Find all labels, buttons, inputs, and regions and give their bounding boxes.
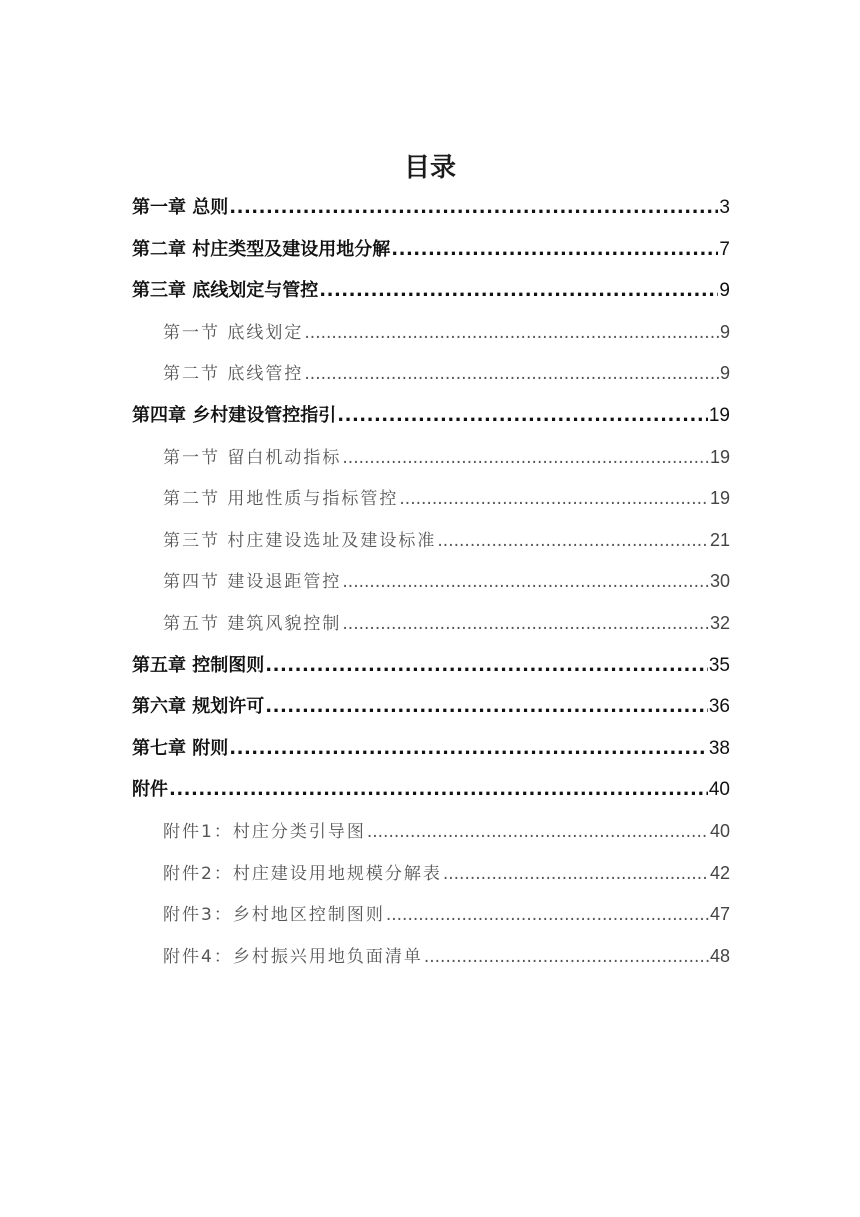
- toc-entry-appendix-item[interactable]: [132, 811, 730, 853]
- dot-leader: [229, 728, 708, 770]
- toc-entry-section[interactable]: [132, 437, 730, 479]
- dot-leader: [337, 395, 708, 437]
- toc-entry-section[interactable]: [132, 353, 730, 395]
- table-of-contents: [132, 187, 730, 977]
- toc-entry-appendix[interactable]: [132, 769, 730, 811]
- toc-entry-chapter-7[interactable]: [132, 728, 730, 770]
- dot-leader: [304, 354, 719, 396]
- toc-page-number: 19: [708, 404, 730, 426]
- toc-entry-chapter-6[interactable]: [132, 686, 730, 728]
- toc-page-number: 38: [708, 737, 730, 759]
- toc-entry-section[interactable]: [132, 603, 730, 645]
- toc-entry-label: 第三章 底线划定与管控: [132, 280, 319, 302]
- toc-entry-chapter-5[interactable]: [132, 645, 730, 687]
- dot-leader: [265, 686, 708, 728]
- toc-page-number: 3: [719, 197, 730, 218]
- toc-entry-section[interactable]: [132, 520, 730, 562]
- toc-page-number: 48: [709, 945, 730, 966]
- toc-page-number: 19: [709, 488, 730, 509]
- toc-entry-label: 第二章 村庄类型及建设用地分解: [132, 238, 391, 260]
- toc-page-number: 40: [708, 779, 730, 801]
- toc-entry-appendix-item[interactable]: [132, 936, 730, 978]
- dot-leader: [391, 229, 718, 271]
- toc-entry-appendix-item[interactable]: [132, 853, 730, 895]
- toc-entry-label: 附件1：村庄分类引导图: [163, 821, 366, 842]
- toc-entry-label: 附件2：村庄建设用地规模分解表: [163, 863, 442, 884]
- toc-entry-label: 第五节 建筑风貌控制: [163, 613, 342, 634]
- toc-page-number: 7: [719, 238, 730, 260]
- dot-leader: [386, 895, 709, 937]
- toc-page-number: 40: [709, 820, 730, 841]
- toc-entry-label: 第二节 用地性质与指标管控: [163, 489, 399, 510]
- toc-entry-chapter-2[interactable]: [132, 229, 730, 271]
- dot-leader: [342, 562, 709, 604]
- toc-entry-label: 第二节 底线管控: [163, 364, 304, 385]
- dot-leader: [265, 645, 708, 687]
- toc-entry-label: 第五章 控制图则: [132, 654, 265, 676]
- toc-entry-label: 第三节 村庄建设选址及建设标准: [163, 530, 437, 551]
- toc-entry-section[interactable]: [132, 312, 730, 354]
- toc-entry-chapter-4[interactable]: [132, 395, 730, 437]
- dot-leader: [424, 937, 709, 979]
- toc-page-number: 9: [719, 280, 730, 302]
- dot-leader: [342, 438, 709, 480]
- dot-leader: [169, 769, 708, 811]
- toc-entry-section[interactable]: [132, 561, 730, 603]
- toc-entry-label: 附件3：乡村地区控制图则: [163, 905, 385, 926]
- toc-entry-label: 第四节 建设退距管控: [163, 572, 342, 593]
- toc-entry-label: 附件4：乡村振兴用地负面清单: [163, 946, 423, 967]
- toc-entry-label: 附件: [132, 779, 168, 801]
- toc-page-number: 9: [719, 321, 730, 342]
- dot-leader: [443, 854, 709, 896]
- toc-entry-label: 第四章 乡村建设管控指引: [132, 404, 337, 426]
- toc-entry-section[interactable]: [132, 478, 730, 520]
- toc-page-number: 9: [719, 363, 730, 384]
- dot-leader: [342, 604, 709, 646]
- page-title: 目录: [403, 153, 456, 183]
- toc-entry-label: 第七章 附则: [132, 737, 229, 759]
- toc-page-number: 35: [708, 654, 730, 676]
- dot-leader: [437, 521, 709, 563]
- toc-entry-appendix-item[interactable]: [132, 894, 730, 936]
- toc-page-number: 19: [709, 446, 730, 467]
- toc-entry-chapter-1[interactable]: [132, 187, 730, 229]
- toc-page-number: 42: [709, 862, 730, 883]
- dot-leader: [319, 270, 718, 312]
- dot-leader: [229, 187, 718, 229]
- dot-leader: [399, 479, 709, 521]
- toc-entry-label: 第一节 底线划定: [163, 322, 304, 343]
- toc-entry-label: 第六章 规划许可: [132, 696, 265, 718]
- toc-page-number: 47: [709, 904, 730, 925]
- toc-page-number: 32: [709, 612, 730, 633]
- dot-leader: [304, 313, 719, 355]
- dot-leader: [367, 812, 709, 854]
- toc-page-number: 30: [709, 571, 730, 592]
- toc-entry-label: 第一章 总则: [132, 197, 229, 218]
- toc-page-number: 36: [708, 696, 730, 718]
- toc-page-number: 21: [709, 529, 730, 550]
- toc-entry-label: 第一节 留白机动指标: [163, 447, 342, 468]
- toc-entry-chapter-3[interactable]: [132, 270, 730, 312]
